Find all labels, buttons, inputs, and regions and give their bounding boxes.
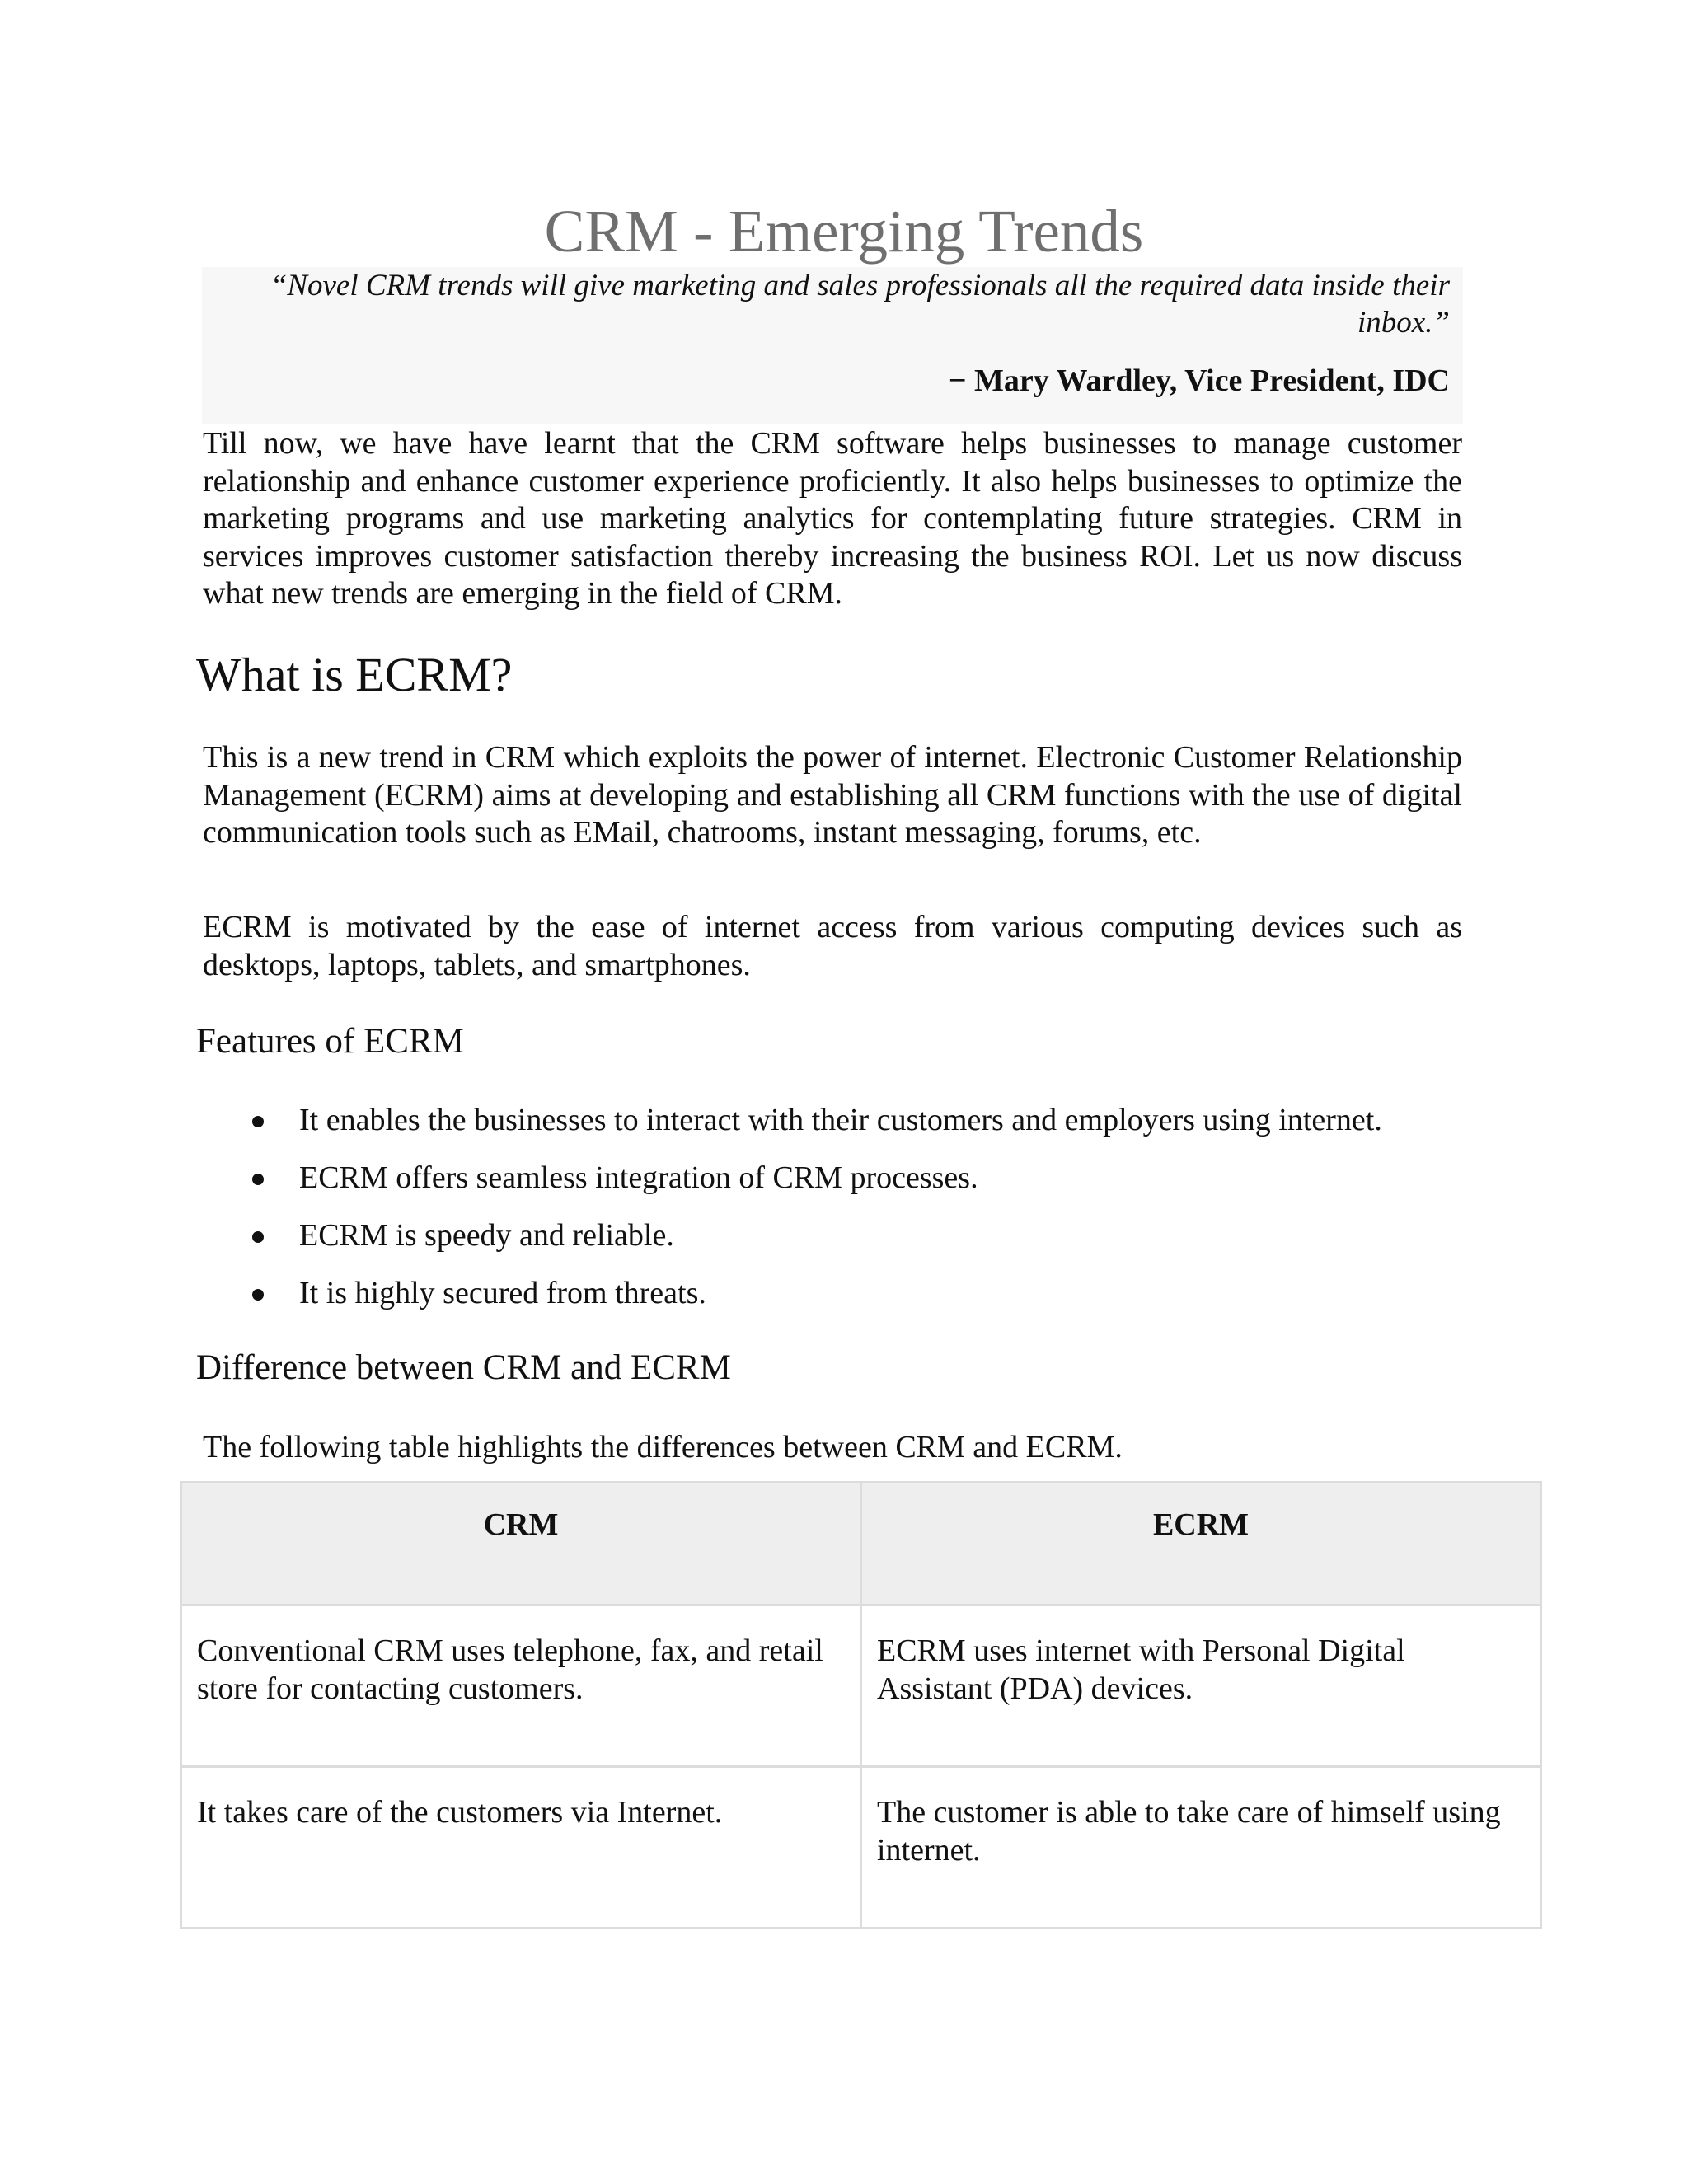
page-title: CRM - Emerging Trends: [544, 198, 1144, 265]
quote-block: [202, 267, 1463, 424]
table-cell: The customer is able to take care of himself using internet.: [861, 1767, 1541, 1929]
table-row: [181, 1605, 1541, 1767]
ecrm-paragraph-1: This is a new trend in CRM which exploits the power of internet. Electronic Customer Relationship Management (ECRM) aims at developing and establishing all CRM functions with the use of digital communication tools such as EMail, chatrooms, instant messaging, forums, etc.: [203, 740, 1462, 850]
features-heading: Features of ECRM: [196, 1022, 464, 1061]
section-heading-ecrm: What is ECRM?: [196, 648, 513, 701]
table-header-crm: CRM: [181, 1483, 861, 1605]
bullet-icon: [252, 1289, 264, 1301]
list-item: [247, 1099, 1382, 1156]
bullet-icon: [252, 1174, 264, 1185]
table-cell: ECRM uses internet with Personal Digital Assistant (PDA) devices.: [861, 1605, 1541, 1767]
table-header-row: [181, 1483, 1541, 1605]
table-row: [181, 1767, 1541, 1929]
quote-author: − Mary Wardley, Vice President, IDC: [948, 363, 1450, 398]
quote-text: “Novel CRM trends will give marketing and sales professionals all the required data inside their inbox.”: [270, 269, 1450, 340]
difference-heading: Difference between CRM and ECRM: [196, 1348, 731, 1387]
ecrm-paragraph-2: ECRM is motivated by the ease of internet access from various computing devices such as desktops, laptops, tablets, and smartphones.: [203, 910, 1462, 982]
table-cell: Conventional CRM uses telephone, fax, and retail store for contacting customers.: [181, 1605, 861, 1767]
list-item-text: ECRM offers seamless integration of CRM processes.: [299, 1160, 978, 1195]
bullet-icon: [252, 1116, 264, 1127]
list-item-text: It is highly secured from threats.: [299, 1276, 706, 1310]
list-item: [247, 1214, 1382, 1272]
list-item-text: It enables the businesses to interact with their customers and employers using internet.: [299, 1103, 1382, 1137]
table-cell: It takes care of the customers via Internet.: [181, 1767, 861, 1929]
intro-paragraph: Till now, we have have learnt that the CRM software helps businesses to manage customer relationship and enhance customer experience proficiently. It also helps businesses to optimize the marketing programs and use marketing analytics for contemplating future strategies. CRM in services improves customer satisfaction thereby increasing the business ROI. Let us now discuss what new trends are emerging in the field of CRM.: [203, 426, 1462, 611]
table-header-ecrm: ECRM: [861, 1483, 1541, 1605]
bullet-icon: [252, 1231, 264, 1243]
comparison-table: [180, 1481, 1542, 1929]
features-list: [247, 1099, 1382, 1329]
list-item: [247, 1272, 1382, 1329]
table-intro-text: The following table highlights the differences between CRM and ECRM.: [203, 1430, 1123, 1465]
list-item-text: ECRM is speedy and reliable.: [299, 1218, 674, 1253]
list-item: [247, 1156, 1382, 1214]
